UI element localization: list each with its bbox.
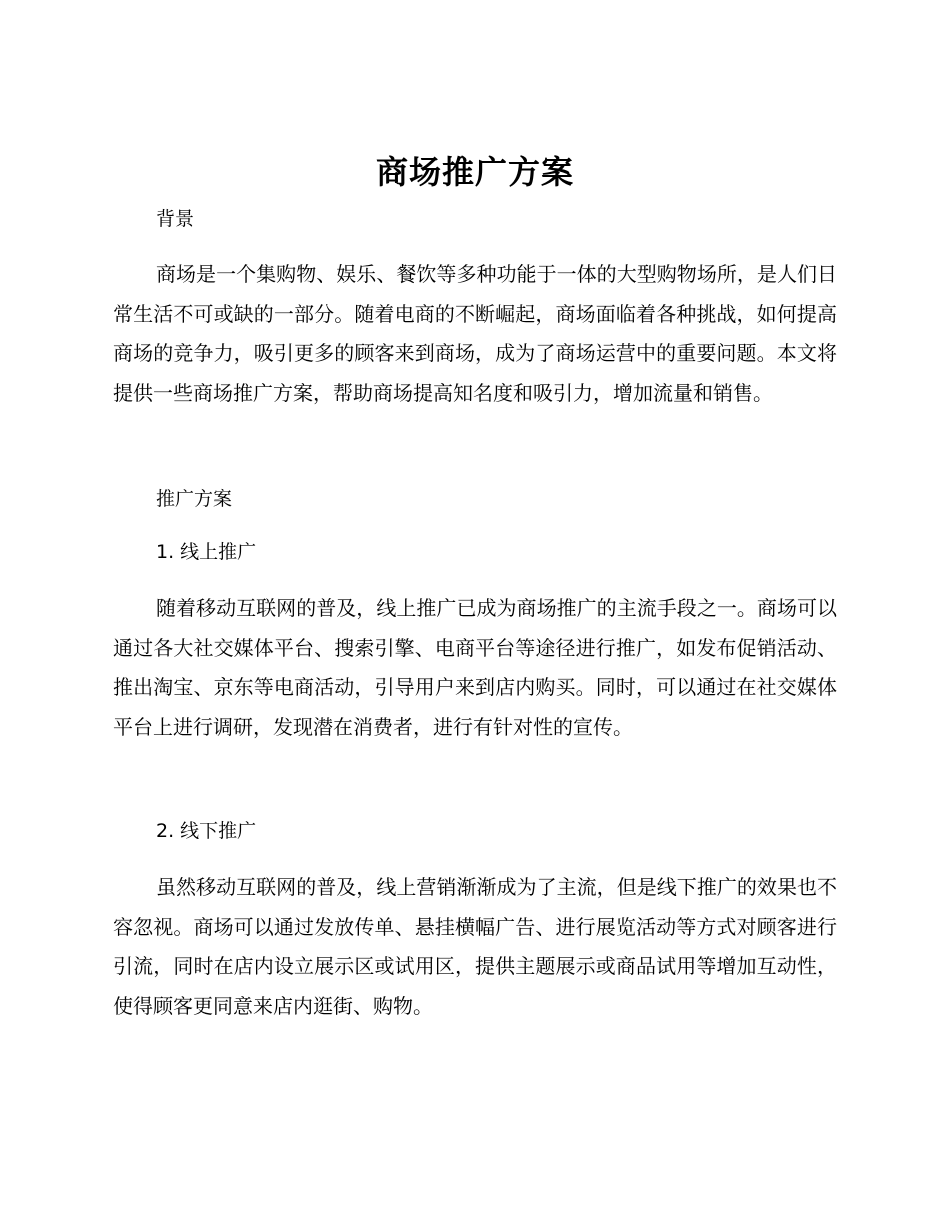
- section-heading-offline: 2. 线下推广: [156, 820, 257, 842]
- paragraph-background: 商场是一个集购物、娱乐、餐饮等多种功能于一体的大型购物场所，是人们日常生活不可或缺的一部分。随着电商的不断崛起，商场面临着各种挑战，如何提高商场的竞争力，吸引更多的顾客来到商场，成为了商场运营中的重要问题。本文将提供一些商场推广方案，帮助商场提高知名度和吸引力，增加流量和销售。: [113, 262, 837, 405]
- section-heading-background: 背景: [156, 208, 195, 230]
- section-heading-online: 1. 线上推广: [156, 541, 257, 563]
- section-heading-plan: 推广方案: [156, 488, 233, 510]
- document-title: 商场推广方案: [375, 153, 574, 191]
- paragraph-offline: 虽然移动互联网的普及，线上营销渐渐成为了主流，但是线下推广的效果也不容忽视。商场可以通过发放传单、悬挂横幅广告、进行展览活动等方式对顾客进行引流，同时在店内设立展示区或试用区，提供主题展示或商品试用等增加互动性，使得顾客更同意来店内逛街、购物。: [113, 875, 837, 1018]
- paragraph-online: 随着移动互联网的普及，线上推广已成为商场推广的主流手段之一。商场可以通过各大社交媒体平台、搜索引擎、电商平台等途径进行推广，如发布促销活动、推出淘宝、京东等电商活动，引导用户来到店内购买。同时，可以通过在社交媒体平台上进行调研，发现潜在消费者，进行有针对性的宣传。: [113, 596, 837, 739]
